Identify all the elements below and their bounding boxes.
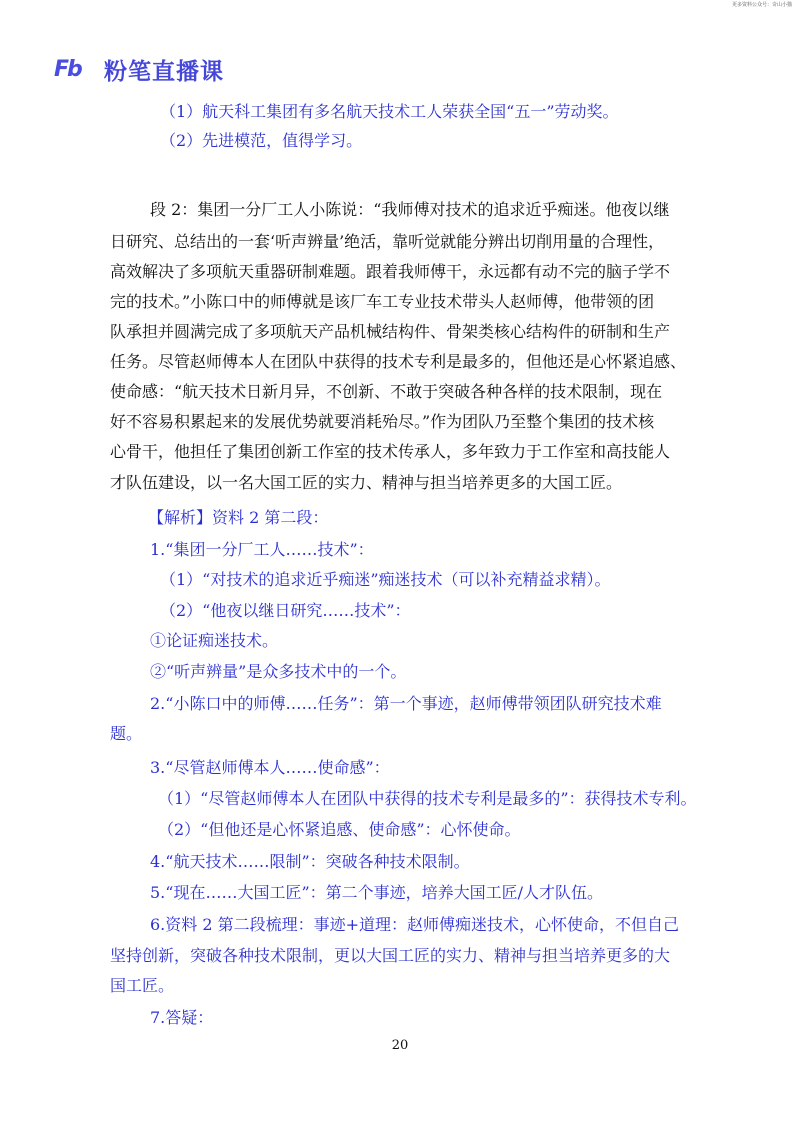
text-line: 才队伍建设，以一名大国工匠的实力、精神与担当培养更多的大国工匠。 bbox=[110, 473, 623, 492]
text-line: 完的技术。”小陈口中的师傅就是该厂车工专业技术带头人赵师傅，他带领的团 bbox=[110, 292, 655, 311]
text-line: 高效解决了多项航天重器研制难题。跟着我师傅干，永远都有动不完的脑子学不 bbox=[110, 262, 671, 281]
analysis-heading: 【解析】资料 2 第二段： bbox=[148, 508, 329, 527]
text-line: 好不容易积累起来的发展优势就要消耗殆尽。”作为团队乃至整个集团的技术核 bbox=[110, 412, 655, 431]
text-line: ①论证痴迷技术。 bbox=[150, 631, 279, 650]
page-number: 20 bbox=[391, 1038, 409, 1053]
fenbi-logo-icon: Fb bbox=[54, 56, 81, 82]
text-line: 队承担并圆满完成了多项航天产品机械结构件、骨架类核心结构件的研制和生产 bbox=[110, 322, 671, 341]
brand-name: 粉笔直播课 bbox=[104, 58, 224, 85]
text-line: （1）“对技术的追求近乎痴迷”痴迷技术（可以补充精益求精）。 bbox=[160, 570, 611, 589]
text-line: ②“听声辨量”是众多技术中的一个。 bbox=[150, 662, 407, 681]
top-right-note: 更多资料公众号：奇山小猫 bbox=[731, 2, 792, 8]
text-line: 心骨干，他担任了集团创新工作室的技术传承人，多年致力于工作室和高技能人 bbox=[110, 442, 671, 461]
text-line: （2）先进模范，值得学习。 bbox=[160, 131, 363, 150]
text-line: 3.“尽管赵师傅本人……使命感”： bbox=[150, 758, 390, 777]
text-line: （2）“他夜以继日研究……技术”： bbox=[160, 601, 411, 620]
text-line: 6.资料 2 第二段梳理：事迹+道理：赵师傅痴迷技术，心怀使命，不但自己 bbox=[150, 915, 680, 934]
text-line: 1.“集团一分厂工人……技术”： bbox=[150, 540, 374, 559]
text-line: 日研究、总结出的一套‘听声辨量’绝活，靠听觉就能分辨出切削用量的合理性， bbox=[110, 232, 665, 251]
text-line: 4.“航天技术……限制”：突破各种技术限制。 bbox=[150, 852, 470, 871]
text-line: 2.“小陈口中的师傅……任务”：第一个事迹，赵师傅带领团队研究技术难 bbox=[150, 694, 662, 713]
text-line: （1）“尽管赵师傅本人在团队中获得的技术专利是最多的”：获得技术专利。 bbox=[158, 789, 697, 808]
text-line: 国工匠。 bbox=[110, 976, 175, 995]
text-line: （1）航天科工集团有多名航天技术工人荣获全国“五一”劳动奖。 bbox=[160, 102, 619, 121]
text-line: 5.“现在……大国工匠”：第二个事迹，培养大国工匠/人才队伍。 bbox=[150, 883, 604, 902]
text-line: （2）“但他还是心怀紧追感、使命感”：心怀使命。 bbox=[158, 820, 521, 839]
text-line: 7.答疑： bbox=[150, 1008, 214, 1027]
text-line: 段 2：集团一分厂工人小陈说：“我师傅对技术的追求近乎痴迷。他夜以继 bbox=[150, 200, 670, 219]
header-logo bbox=[54, 54, 224, 84]
text-line: 使命感：“航天技术日新月异，不创新、不敢于突破各种各样的技术限制，现在 bbox=[110, 382, 663, 401]
text-line: 任务。尽管赵师傅本人在团队中获得的技术专利是最多的，但他还是心怀紧追感、 bbox=[110, 352, 687, 371]
text-line: 坚持创新，突破各种技术限制，更以大国工匠的实力、精神与担当培养更多的大 bbox=[110, 946, 671, 965]
text-line: 题。 bbox=[110, 724, 143, 743]
